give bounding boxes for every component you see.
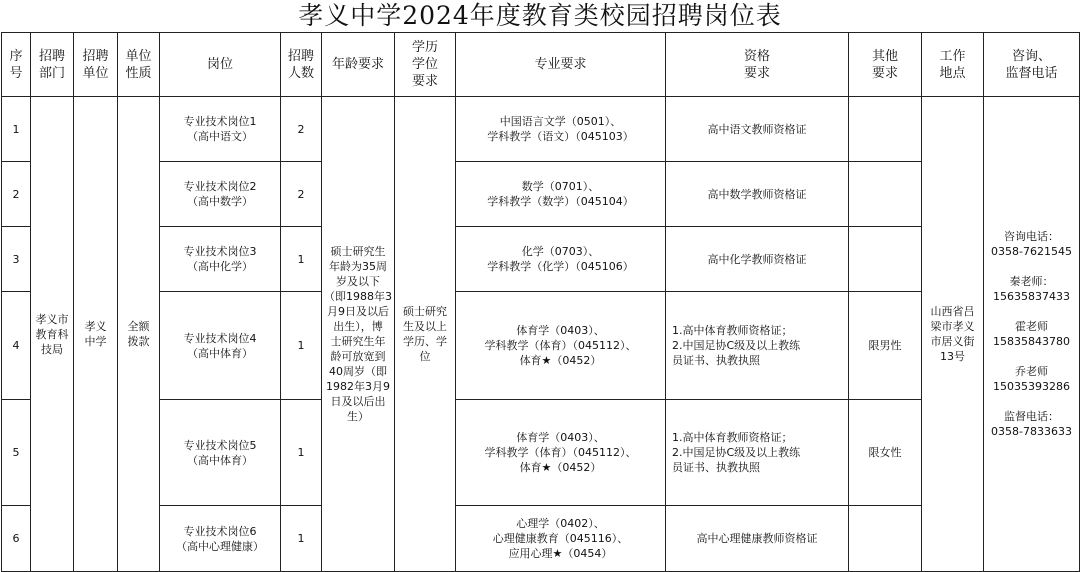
cell-other: 限女性 (849, 400, 922, 506)
cell-contact (984, 97, 1080, 572)
header-row (2, 33, 1080, 97)
cell-count: 1 (281, 227, 322, 292)
cell-qual: 1.高中体育教师资格证； 2.中国足协C级及以上教练 员证书、执教执照 (666, 292, 849, 400)
cell-nature: 全额 拨款 (118, 97, 160, 572)
col-header-qual: 资格 要求 (666, 33, 849, 97)
cell-qual: 高中语文教师资格证 (666, 97, 849, 162)
teacher-2-name: 霍老师 (1015, 320, 1048, 333)
table-row (2, 227, 1080, 292)
cell-major: 中国语言文学（0501）、 学科教学（语文）（045103） (456, 97, 666, 162)
cell-major: 心理学（0402）、 心理健康教育（045116）、 应用心理★（0454） (456, 506, 666, 572)
table-row (2, 162, 1080, 227)
col-header-nature: 单位 性质 (118, 33, 160, 97)
table-row (2, 97, 1080, 162)
cell-count: 1 (281, 506, 322, 572)
col-header-contact: 咨询、 监督电话 (984, 33, 1080, 97)
page-title: 孝义中学2024年度教育类校园招聘岗位表 (298, 1, 782, 30)
teacher-1-name: 秦老师： (1009, 275, 1054, 288)
cell-dept: 孝义市 教育科 技局 (31, 97, 74, 572)
cell-seq: 4 (2, 292, 31, 400)
supervise-label: 监督电话： (1004, 410, 1059, 423)
cell-qual: 高中数学教师资格证 (666, 162, 849, 227)
cell-post: 专业技术岗位4 （高中体育） (160, 292, 281, 400)
cell-major: 化学（0703）、 学科教学（化学）（045106） (456, 227, 666, 292)
cell-post: 专业技术岗位5 （高中体育） (160, 400, 281, 506)
cell-other (849, 162, 922, 227)
cell-count: 2 (281, 162, 322, 227)
teacher-3-phone: 15035393286 (993, 380, 1070, 393)
recruitment-table (1, 32, 1080, 572)
table-row (2, 292, 1080, 400)
cell-qual: 高中化学教师资格证 (666, 227, 849, 292)
cell-post: 专业技术岗位3 （高中化学） (160, 227, 281, 292)
col-header-post: 岗位 (160, 33, 281, 97)
cell-post: 专业技术岗位2 （高中数学） (160, 162, 281, 227)
cell-other (849, 506, 922, 572)
cell-location: 山西省吕 梁市孝义 市居义街 13号 (922, 97, 984, 572)
cell-count: 2 (281, 97, 322, 162)
col-header-count: 招聘 人数 (281, 33, 322, 97)
consult-phone: 0358-7621545 (991, 245, 1072, 258)
teacher-2-phone: 15835843780 (993, 335, 1070, 348)
cell-unit: 孝义 中学 (74, 97, 118, 572)
col-header-dept: 招聘 部门 (31, 33, 74, 97)
cell-other (849, 97, 922, 162)
consult-label: 咨询电话： (1004, 230, 1059, 243)
col-header-edu: 学历 学位 要求 (395, 33, 456, 97)
col-header-age: 年龄要求 (322, 33, 395, 97)
cell-post: 专业技术岗位6 （高中心理健康） (160, 506, 281, 572)
cell-seq: 3 (2, 227, 31, 292)
col-header-seq: 序 号 (2, 33, 31, 97)
cell-qual: 高中心理健康教师资格证 (666, 506, 849, 572)
cell-major: 数学（0701）、 学科教学（数学）（045104） (456, 162, 666, 227)
cell-major: 体育学（0403）、 学科教学（体育）（045112）、 体育★（0452） (456, 400, 666, 506)
table-row (2, 400, 1080, 506)
cell-seq: 5 (2, 400, 31, 506)
table-row (2, 506, 1080, 572)
cell-seq: 2 (2, 162, 31, 227)
cell-seq: 6 (2, 506, 31, 572)
col-header-other: 其他 要求 (849, 33, 922, 97)
cell-other: 限男性 (849, 292, 922, 400)
col-header-unit: 招聘 单位 (74, 33, 118, 97)
cell-edu: 硕士研究 生及以上 学历、学 位 (395, 97, 456, 572)
cell-count: 1 (281, 400, 322, 506)
cell-seq: 1 (2, 97, 31, 162)
teacher-1-phone: 15635837433 (993, 290, 1070, 303)
col-header-major: 专业要求 (456, 33, 666, 97)
cell-post: 专业技术岗位1 （高中语文） (160, 97, 281, 162)
cell-other (849, 227, 922, 292)
cell-count: 1 (281, 292, 322, 400)
col-header-location: 工作 地点 (922, 33, 984, 97)
cell-major: 体育学（0403）、 学科教学（体育）（045112）、 体育★（0452） (456, 292, 666, 400)
cell-qual: 1.高中体育教师资格证； 2.中国足协C级及以上教练 员证书、执教执照 (666, 400, 849, 506)
teacher-3-name: 乔老师 (1015, 365, 1048, 378)
cell-age: 硕士研究生 年龄为35周 岁及以下 （即1988年3 月9日及以后 出生），博 士研究生年 龄可放宽到 40周岁（即 1982年3月9 日及以后出 生） (322, 97, 395, 572)
supervise-phone: 0358-7833633 (991, 425, 1072, 438)
